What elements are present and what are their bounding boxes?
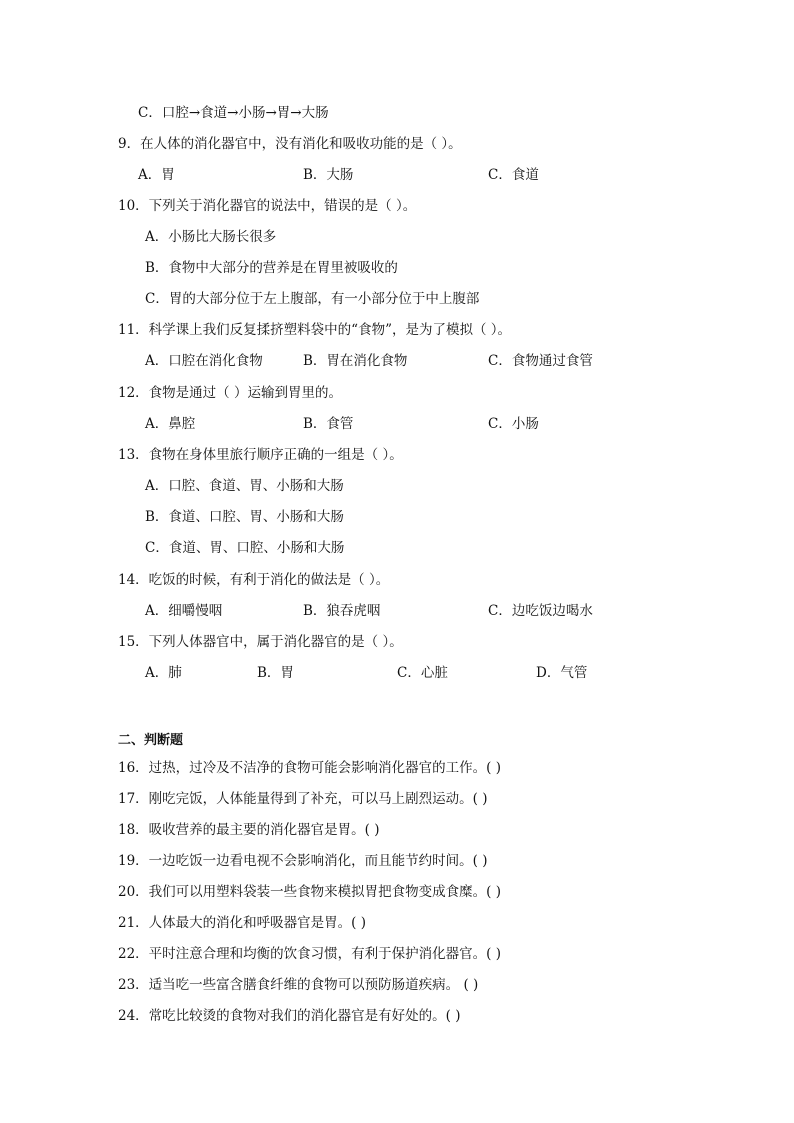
question-10-option-c: C．胃的大部分位于左上腹部，有一小部分位于中上腹部 bbox=[145, 291, 480, 307]
section-heading-judgment: 二、判断题 bbox=[118, 733, 184, 748]
question-15-stem: 15．下列人体器官中，属于消化器官的是（ ）。 bbox=[118, 634, 403, 650]
question-11-option-b: B．胃在消化食物 bbox=[303, 353, 408, 369]
question-11-option-a: A．口腔在消化食物 bbox=[145, 353, 263, 369]
judgment-item: 16．过热，过冷及不洁净的食物可能会影响消化器官的工作。( ) bbox=[118, 760, 502, 776]
question-15-option-c: C．心脏 bbox=[397, 665, 448, 681]
question-12-stem: 12．食物是通过（ ）运输到胃里的。 bbox=[118, 385, 342, 401]
question-13-stem: 13．食物在身体里旅行顺序正确的一组是（ ）。 bbox=[118, 447, 403, 463]
question-8-option-c: C．口腔→食道→小肠→胃→大肠 bbox=[138, 105, 329, 121]
judgment-item: 22．平时注意合理和均衡的饮食习惯，有利于保护消化器官。( ) bbox=[118, 946, 502, 962]
judgment-item: 19．一边吃饭一边看电视不会影响消化，而且能节约时间。( ) bbox=[118, 853, 488, 869]
judgment-item: 17．刚吃完饭，人体能量得到了补充，可以马上剧烈运动。( ) bbox=[118, 791, 488, 807]
question-12-option-b: B．食管 bbox=[303, 416, 354, 432]
question-13-option-c: C．食道、胃、口腔、小肠和大肠 bbox=[145, 540, 345, 556]
question-14-option-b: B．狼吞虎咽 bbox=[303, 603, 381, 619]
question-9-option-b: B．大肠 bbox=[303, 167, 354, 183]
judgment-item: 21．人体最大的消化和呼吸器官是胃。( ) bbox=[118, 915, 367, 931]
question-9-option-a: A．胃 bbox=[138, 167, 175, 183]
question-14-stem: 14．吃饭的时候，有利于消化的做法是（ ）。 bbox=[118, 572, 390, 588]
judgment-item: 24．常吃比较烫的食物对我们的消化器官是有好处的。( ) bbox=[118, 1008, 461, 1024]
question-12-option-c: C．小肠 bbox=[488, 416, 539, 432]
question-9-stem: 9．在人体的消化器官中，没有消化和吸收功能的是（ ）。 bbox=[118, 136, 462, 152]
judgment-item: 23．适当吃一些富含膳食纤维的食物可以预防肠道疾病。 ( ) bbox=[118, 977, 479, 993]
question-9-option-c: C．食道 bbox=[488, 167, 539, 183]
question-10-option-a: A．小肠比大肠长很多 bbox=[145, 229, 277, 245]
judgment-item: 18．吸收营养的最主要的消化器官是胃。( ) bbox=[118, 822, 380, 838]
question-13-option-a: A．口腔、食道、胃、小肠和大肠 bbox=[145, 478, 344, 494]
question-11-option-c: C．食物通过食管 bbox=[488, 353, 593, 369]
question-15-option-b: B．胃 bbox=[257, 665, 294, 681]
question-14-option-a: A．细嚼慢咽 bbox=[145, 603, 223, 619]
question-14-option-c: C．边吃饭边喝水 bbox=[488, 603, 593, 619]
judgment-item: 20．我们可以用塑料袋装一些食物来模拟胃把食物变成食糜。( ) bbox=[118, 884, 502, 900]
question-13-option-b: B．食道、口腔、胃、小肠和大肠 bbox=[145, 509, 344, 525]
question-10-option-b: B．食物中大部分的营养是在胃里被吸收的 bbox=[145, 260, 398, 276]
question-11-stem: 11．科学课上我们反复揉挤塑料袋中的“食物”，是为了模拟（ ）。 bbox=[118, 322, 512, 338]
question-15-option-d: D．气管 bbox=[536, 665, 588, 681]
question-12-option-a: A．鼻腔 bbox=[145, 416, 196, 432]
question-15-option-a: A．肺 bbox=[145, 665, 182, 681]
question-10-stem: 10．下列关于消化器官的说法中，错误的是（ ）。 bbox=[118, 198, 417, 214]
